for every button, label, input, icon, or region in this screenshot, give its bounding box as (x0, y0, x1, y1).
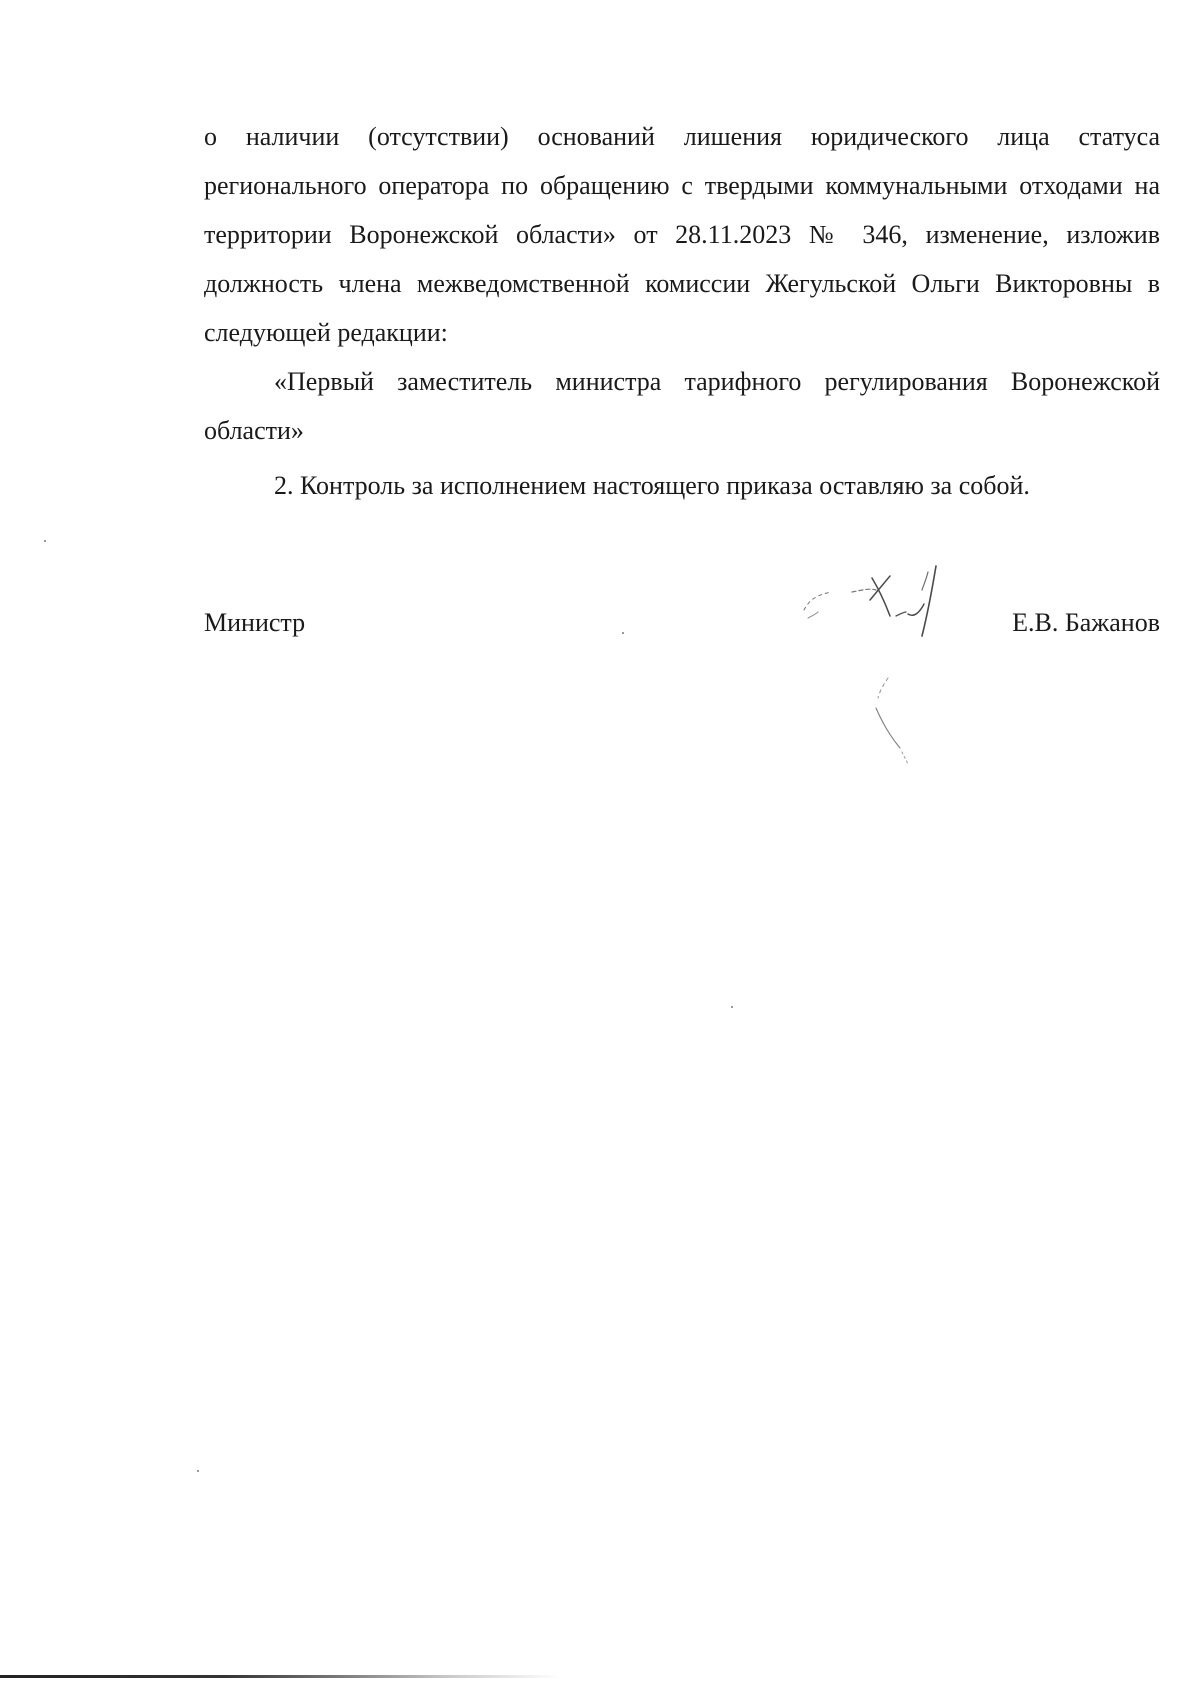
scan-speck (44, 540, 46, 542)
scan-speck (197, 1470, 199, 1472)
scan-bottom-edge (0, 1675, 560, 1678)
paragraph-amendment: о наличии (отсутствии) оснований лишения юридического лица статуса регионального оператора по обращению с твердыми коммунальными отходами на территории Воронежской области» от 28.11.2023 № 346, изменение, изложив должность члена межведомственной комиссии Жегульской Ольги Викторовны в следующей редакции: (204, 122, 1160, 347)
scan-speck (622, 632, 624, 634)
signatory-name: Е.В. Бажанов (1012, 608, 1160, 637)
paragraph-new-position: «Первый заместитель министра тарифного регулирования Воронежской области» (204, 367, 1160, 445)
signature-block (204, 598, 1160, 648)
paragraph-control: 2. Контроль за исполнением настоящего приказа оставляю за собой. (274, 471, 1030, 500)
signatory-title: Министр (204, 608, 306, 637)
handwritten-signature (790, 560, 980, 780)
document-body (204, 112, 1160, 510)
scan-speck (731, 1006, 733, 1008)
